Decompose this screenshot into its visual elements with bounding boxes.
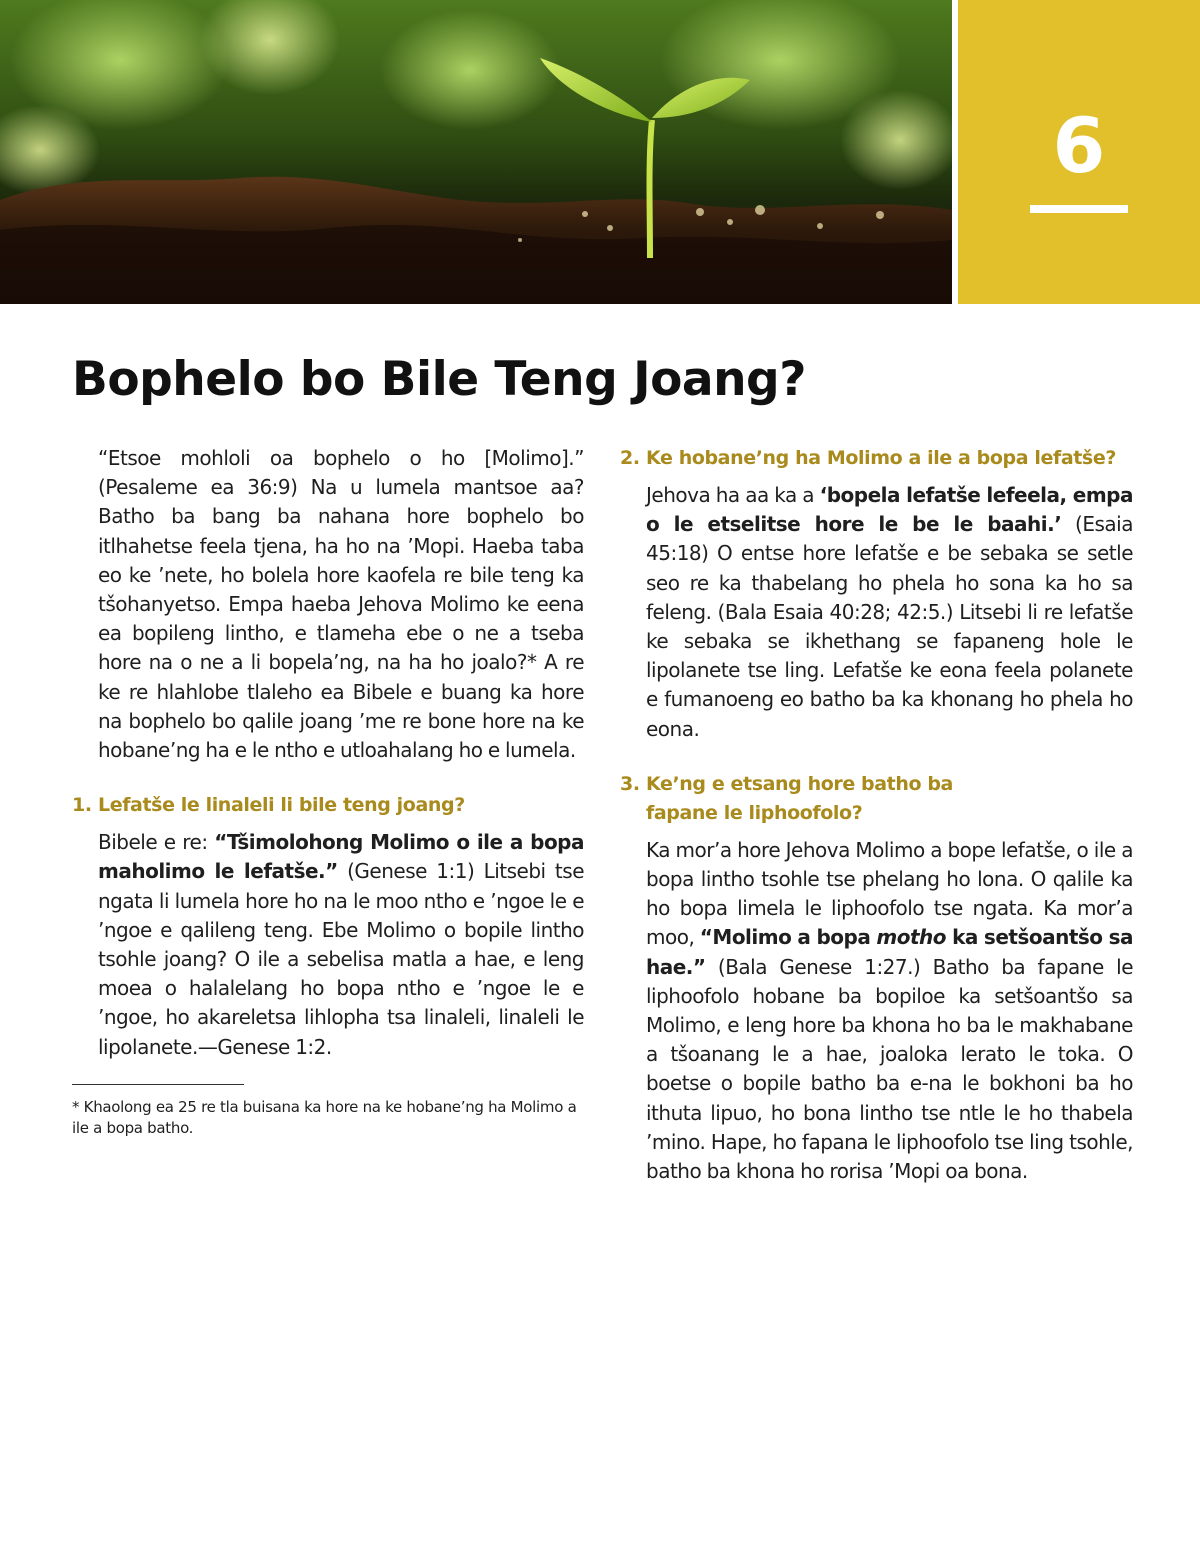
seedling-image [0,0,952,304]
answer-3-quote-start: “Molimo a bopa [699,925,877,950]
question-2-number: 2. [620,447,640,469]
hero-photo [0,0,952,304]
answer-3-quote-end: ka setšoantšo sa hae.” [646,925,1133,979]
page-title: Bophelo bo Bile Teng Joang? [72,352,806,407]
question-2-text: Ke hobane’ng ha Molimo a ile a bopa lefatše? [646,447,1116,469]
answer-1-lead: Bibele e re: [98,830,215,855]
chapter-underline [1030,205,1128,213]
question-3-number: 3. [620,772,640,795]
answer-2-lead: Jehova ha aa ka a [646,483,820,507]
right-column [620,444,1133,1186]
answer-2-paragraph [646,481,1133,744]
answer-1-quote: “Tšimolohong Molimo o ile a bopa maholimo le lefatše.” [98,830,584,884]
answer-3-paragraph [646,836,1133,1186]
question-3-text-line2: fapane le liphoofolo? [646,801,863,824]
answer-3-lead: Ka mor’a hore Jehova Molimo a bope lefatše, o ile a bopa lintho tsohle tse phelang ho lona. O qalile ka ho bopa limela le liphoofolo tse ngata. Ka mor’a moo, [646,837,1133,950]
question-3-text-line1: Ke’ng e etsang hore batho ba [646,772,953,795]
question-2-heading [620,444,1133,473]
answer-3-quote-emphasis: motho [876,925,947,950]
intro-paragraph: “Etsoe mohloli oa bophelo o ho [Molimo].” (Pesaleme ea 36:9) Na u lumela mantsoe aa? Batho ba bang ba nahana hore bophelo bo itlhahetse feela tjena, ha ho na ’Mopi. Haeba taba eo ke ’nete, ho bolela hore kaofela re bile teng ka tšohanyetso. Empa haeba Jehova Molimo ke eena ea bopileng lintho, e tlameha ebe o ne a tseba hore na o ne a li bopela’ng, na ha ho joalo?* A re ke re hlahlobe tlaleho ea Bibele e buang ka hore na bophelo bo qalile joang ’me re bone hore na ke hobane’ng ha e le ntho e utloahalang ho e lumela. [98,446,584,763]
question-1-number: 1. [72,794,92,817]
answer-1-rest: (Genese 1:1) Litsebi tse ngata li lumela hore ho na le moo ntho e ’ngoe le e ’ngoe e qalileng teng. Ebe Molimo o bopile lintho tsohle joang? O ile a sebelisa matla a hae, e leng moea o halalelang ho bopa ntho e ’ngoe le e ’ngoe, ho akareletsa lihlopha tsa linaleli, linaleli le lipolanete.—Genese 1:2. [98,859,584,1059]
chapter-number: 6 [1052,101,1106,190]
footnote-divider [72,1084,244,1085]
chapter-number-box [958,0,1200,304]
answer-3-rest: (Bala Genese 1:27.) Batho ba fapane le liphoofolo hobane ba bopiloe ka setšoantšo sa Molimo, e leng hore ba khona ho ba le makhabane a tšoanang le a hae, joaloka lerato le toka. O boetse o bopile batho ba e-na le bokhoni ba ho ithuta lipuo, ho bona lintho tse ntle le ho thabela ’mino. Hape, ho fapana le liphoofolo tse ling tsohle, batho ba khona ho rorisa ’Mopi oa bona. [646,954,1133,1184]
answer-2-quote: ‘bopela lefatše lefeela, empa o le etselitse hore le be le baahi.’ [646,483,1133,537]
question-1-text: Lefatše le linaleli li bile teng joang? [98,794,465,817]
left-column [72,444,584,1139]
footnote: * Khaolong ea 25 re tla buisana ka hore na ke hobane’ng ha Molimo a ile a bopa batho. [72,1097,577,1137]
question-3-heading [620,770,1133,828]
question-1-heading [72,791,584,820]
answer-2-rest: (Esaia 45:18) O entse hore lefatše e be sebaka se setle seo re ka thabelang ho phela ho sona ka ho sa feleng. (Bala Esaia 40:28; 42:5.) Litsebi li re lefatše ke sebaka se ikhethang se fapaneng hole le lipolanete tse ling. Lefatše ke eona feela polanete e fumanoeng eo batho ba ka khonang ho phela ho eona. [646,512,1133,741]
answer-1-paragraph [98,828,584,1062]
